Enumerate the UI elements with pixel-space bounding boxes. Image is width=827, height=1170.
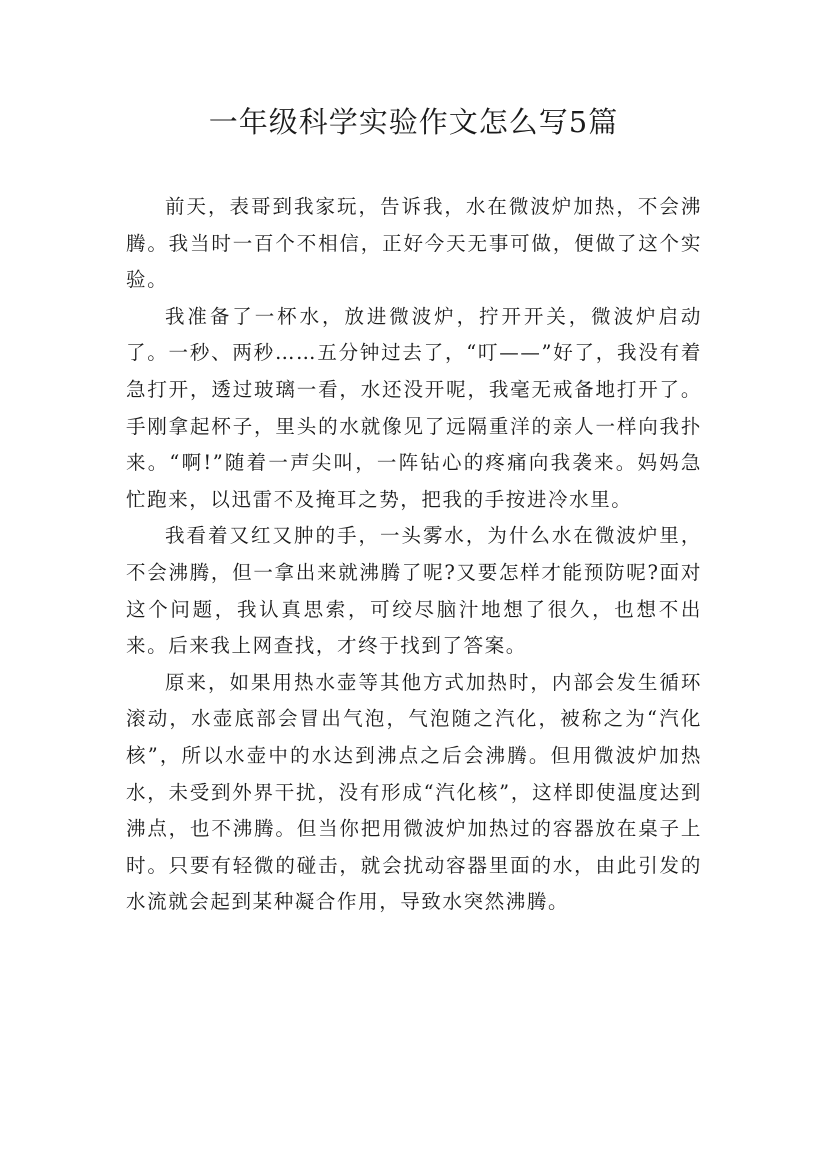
- paragraph: 前天，表哥到我家玩，告诉我，水在微波炉加热，不会沸腾。我当时一百个不相信，正好今天无事可做，便做了这个实验。: [126, 195, 702, 292]
- document-body: [126, 189, 702, 921]
- document-title: 一年级科学实验作文怎么写5篇: [208, 105, 619, 139]
- paragraph: 我看着又红又肿的手，一头雾水，为什么水在微波炉里，不会沸腾，但一拿出来就沸腾了呢?又要怎样才能预防呢?面对这个问题，我认真思索，可绞尽脑汁地想了很久，也想不出来。后来我上网查找，才终于找到了答案。: [126, 524, 702, 658]
- paragraph: 我准备了一杯水，放进微波炉，拧开开关，微波炉启动了。一秒、两秒……五分钟过去了，“叮——”好了，我没有着急打开，透过玻璃一看，水还没开呢，我毫无戒备地打开了。手刚拿起杯子，里头的水就像见了远隔重洋的亲人一样向我扑来。“啊!”随着一声尖叫，一阵钻心的疼痛向我袭来。妈妈急忙跑来，以迅雷不及掩耳之势，把我的手按进冷水里。: [126, 304, 702, 511]
- paragraph: 原来，如果用热水壶等其他方式加热时，内部会发生循环滚动，水壶底部会冒出气泡，气泡随之汽化，被称之为“汽化核”，所以水壶中的水达到沸点之后会沸腾。但用微波炉加热水，未受到外界干扰，没有形成“汽化核”，这样即使温度达到沸点，也不沸腾。但当你把用微波炉加热过的容器放在桌子上时。只要有轻微的碰击，就会扰动容器里面的水，由此引发的水流就会起到某种凝合作用，导致水突然沸腾。: [126, 670, 702, 914]
